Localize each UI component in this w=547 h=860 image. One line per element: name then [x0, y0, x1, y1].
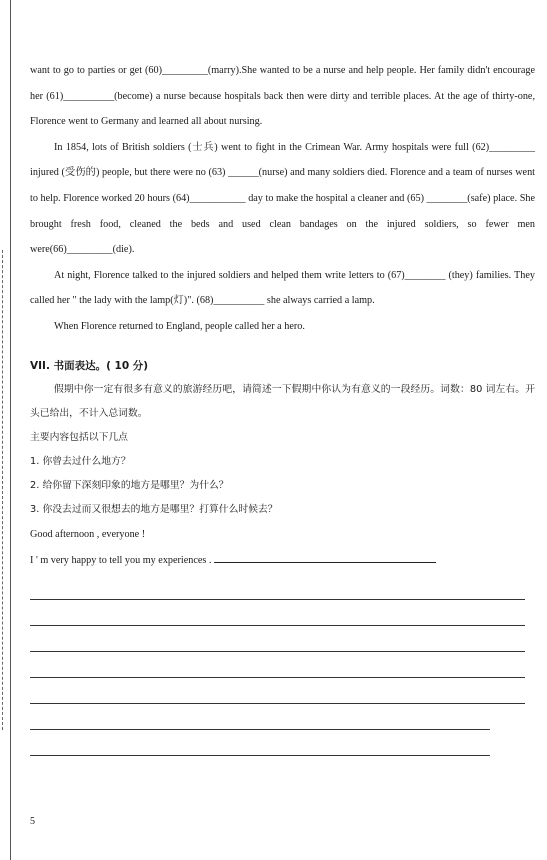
binding-rule [10, 0, 11, 860]
opening-line-2-text: I ' m very happy to tell you my experiences . [30, 554, 212, 566]
points-heading: 主要内容包括以下几点 [30, 431, 128, 443]
page-content [30, 58, 535, 756]
passage-paragraph-3: At night, Florence talked to the injured soldiers and helped them write letters to (67)________ (they) families. They called her " the lady with the lamp(灯)". (68)__________ she always carried a lamp. [30, 269, 535, 307]
passage-paragraph-4: When Florence returned to England, people called her a hero. [54, 320, 305, 332]
writing-line[interactable] [30, 704, 490, 730]
writing-line[interactable] [30, 730, 490, 756]
page-number: 5 [30, 816, 35, 827]
point-item-3: 3. 你没去过而又很想去的地方是哪里？打算什么时候去？ [30, 503, 278, 515]
binding-margin [0, 0, 14, 860]
writing-blank-line[interactable] [214, 551, 436, 563]
point-item-2: 2. 给你留下深刻印象的地方是哪里？为什么？ [30, 479, 229, 491]
writing-line[interactable] [30, 652, 525, 678]
writing-line[interactable] [30, 678, 525, 704]
passage-paragraph-2: In 1854, lots of British soldiers (士兵) went to fight in the Crimean War. Army hospitals were full (62)_________ injured (受伤的) people, but there were no (63) ______(nurse) and many soldiers died. Florence and a team of nurses went to help. Florence worked 20 hours (64)___________ day to make the hospital a cleaner and (65) ________(safe) place. She brought fresh food, cleaned the beds and used clean bandages on the injured soldiers, so fewer men were(66)_________(die). [30, 141, 535, 256]
writing-line[interactable] [30, 574, 525, 600]
opening-line-1: Good afternoon , everyone ! [30, 528, 146, 540]
writing-line[interactable] [30, 626, 525, 652]
passage-paragraph-1: want to go to parties or get (60)_________(marry).She wanted to be a nurse and help people. Her family didn't encourage her (61)__________(become) a nurse because hospitals back then were dirty and terrible places. At the age of thirty-one, Florence went to Germany and learned all about nursing. [30, 65, 535, 128]
writing-instruction: 假期中你一定有很多有意义的旅游经历吧，请简述一下假期中你认为有意义的一段经历。词数：80 词左右。开头已给出，不计入总词数。 [30, 383, 535, 419]
binding-dashes [2, 250, 9, 730]
writing-line[interactable] [30, 600, 525, 626]
writing-section-title: VII. 书面表达。( 10 分) [30, 359, 149, 372]
opening-line-2 [30, 548, 535, 574]
point-item-1: 1. 你曾去过什么地方？ [30, 455, 131, 467]
